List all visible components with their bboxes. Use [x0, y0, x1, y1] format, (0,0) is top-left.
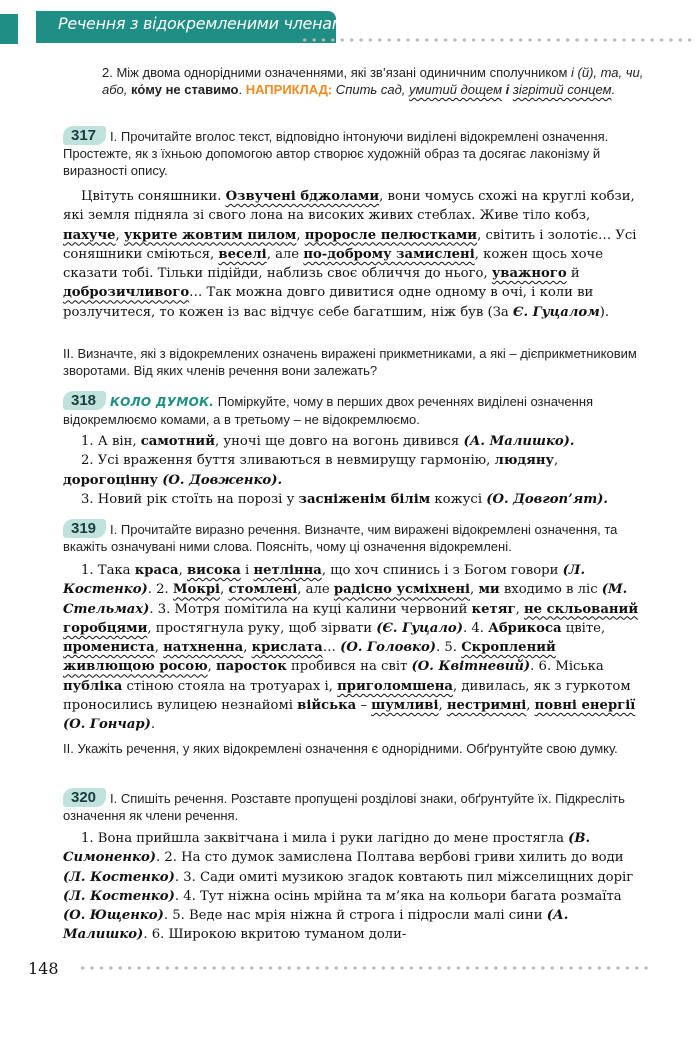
- highlighted-attribute: пахуче: [63, 227, 116, 243]
- text-fragment: . 5.: [436, 640, 462, 656]
- text-fragment: . 3. Сади омиті музикою згадок ковтають пил міжселищних доріг: [174, 869, 634, 885]
- highlighted-word: Абрикоса: [488, 620, 562, 636]
- text-fragment: ).: [599, 304, 610, 320]
- highlighted-attribute: самотний: [140, 434, 215, 449]
- exercise-task: I. Спишіть речення. Розставте пропущені розділові знаки, обґрунтуйте їх. Підкресліть означення як члени речення.: [63, 791, 625, 823]
- exercise-319: [63, 519, 645, 555]
- author: (О. Квітневий): [411, 659, 531, 675]
- highlighted-word: нестримні: [446, 698, 527, 714]
- text-fragment: . 5. Веде нас мрія ніжна й строга і підросли малі сини: [163, 908, 547, 924]
- highlighted-word: кетяг: [471, 601, 516, 617]
- exercise-number-badge: 318: [63, 391, 106, 410]
- text-fragment: . 6. Широкою вкритою туманом доли-: [143, 927, 407, 943]
- text-fragment: , але: [266, 246, 304, 262]
- exercise-task: I. Прочитайте вголос текст, відповідно інтонуючи виділені відокремлені означення. Простежте, як з їхньою допомогою автор створює художній образ та досягає лаконізму й виразності опису.: [63, 129, 609, 178]
- example-attribute-1: умитий дощем: [409, 82, 503, 97]
- text-fragment: . 4. Тут ніжна осінь мрійна та м’яка на кольори багата розмаїта: [174, 888, 622, 904]
- highlighted-word: краса: [134, 563, 179, 578]
- author: (А. Малишко): [63, 908, 569, 943]
- think-label: КОЛО ДУМОК.: [110, 395, 215, 409]
- example-conj: і: [502, 82, 513, 97]
- text-fragment: , дивилась, як з гуркотом проносились вулицею незнайомі: [63, 678, 631, 714]
- text-fragment: 1. Вона прийшла заквітчана і мила і руки лагідно до мене простягла: [81, 831, 569, 846]
- highlighted-word: промениста: [63, 640, 155, 656]
- exercise-319-task-2: [63, 740, 645, 757]
- author: (Є. Гуцало): [376, 620, 463, 636]
- rule-text: 2. Між двома однорідними означеннями, які зв’язані одиничним сполучником: [102, 65, 572, 80]
- text-fragment: стіною стояла на тротуарах і,: [122, 678, 338, 694]
- exercise-320: [63, 788, 645, 824]
- text-fragment: , що хоч спинись і з Богом говори: [321, 563, 563, 578]
- highlighted-word: нетлінна: [253, 563, 322, 578]
- text-fragment: цвіте,: [561, 620, 606, 636]
- rule-dot: .: [238, 82, 246, 97]
- example-label: НАПРИКЛАД:: [245, 82, 333, 97]
- exercise-320-sentences: [63, 829, 645, 945]
- text-fragment: 1. Така: [81, 563, 135, 578]
- text-fragment: ,: [515, 601, 524, 617]
- text-fragment: , але: [297, 582, 334, 598]
- exercise-number-badge: 319: [63, 519, 106, 538]
- text-fragment: Цвітуть соняшники.: [81, 189, 226, 204]
- footer-dotted-line: [78, 966, 648, 970]
- highlighted-word: Мокрі: [172, 582, 221, 598]
- exercise-317-task-2: [63, 345, 645, 379]
- text-fragment: ,: [207, 659, 217, 675]
- author: (О. Ющенко): [63, 908, 164, 924]
- highlighted-word: не скльований горобцями: [63, 601, 639, 636]
- text-fragment: 2. Усі враження буття зливаються в невмирущу гармонію,: [81, 453, 495, 469]
- exercise-number-badge: 317: [63, 126, 106, 145]
- highlighted-attribute: укрите жовтим пилом: [123, 227, 297, 243]
- highlighted-word: крислата: [251, 640, 323, 656]
- text-fragment: . 6. Міська: [530, 659, 604, 675]
- text-fragment: –: [356, 698, 372, 714]
- page-number: 148: [28, 959, 59, 978]
- highlighted-attribute: доброзичливого: [63, 285, 190, 301]
- example-text: Спить сад,: [332, 82, 409, 97]
- exercise-317-text: [63, 187, 645, 322]
- exercise-318: [63, 391, 645, 428]
- text-fragment: . 3. Мотря помітила на куці калини червоний: [149, 601, 472, 617]
- text-fragment: , уночі ще довго на вогонь дивився: [215, 434, 464, 449]
- highlighted-attribute: засніженім білім: [298, 491, 431, 507]
- exercise-number-badge: 320: [63, 788, 106, 807]
- author: (Л. Костенко): [63, 869, 175, 885]
- text-fragment: . 2.: [147, 582, 173, 598]
- text-fragment: ,: [115, 227, 124, 243]
- highlighted-word: повні енергії: [534, 698, 636, 714]
- highlighted-attribute: людяну: [494, 453, 554, 469]
- text-fragment: ,: [296, 227, 305, 243]
- highlighted-word: шумливі: [371, 698, 439, 714]
- text-fragment: . 2. На сто думок замислена Полтава вербові гриви хилить до води: [156, 850, 624, 866]
- text-fragment: 3. Новий рік стоїть на порозі у: [81, 491, 299, 507]
- text-fragment: ,: [220, 582, 229, 598]
- text-fragment: ,: [438, 698, 447, 714]
- text-fragment: ,: [554, 453, 559, 469]
- author: (М. Стельмах): [63, 582, 628, 617]
- exercise-task: II. Укажіть речення, у яких відокремлені означення є однорідними. Обґрунтуйте свою думку.: [63, 741, 618, 756]
- text-fragment: ,: [154, 640, 164, 656]
- highlighted-attribute: уважного: [491, 266, 567, 282]
- exercise-task: II. Визначте, які з відокремлених означень виражені прикметниками, а які – дієприкметниковим зворотами. Від яких членів речення вони залежать?: [63, 346, 637, 378]
- text-fragment: , вони чомусь схожі на круглі кобзи, які земля підняла зі свого лона на високих живих стеблах. Живе тіло кобз,: [63, 189, 635, 224]
- author: (Л. Костенко): [63, 563, 586, 598]
- header-accent-bar: [0, 14, 18, 44]
- text-fragment: і: [240, 563, 254, 578]
- text-fragment: , кожен щось хоче сказати тобі. Тільки підійди, наблизь своє обличчя до нього,: [63, 246, 604, 282]
- highlighted-word: паросток: [216, 659, 287, 675]
- highlighted-attribute: веселі: [218, 246, 267, 262]
- highlighted-word: висока: [187, 563, 241, 578]
- text-fragment: .: [150, 717, 156, 733]
- exercise-task: I. Прочитайте виразно речення. Визначте, чим виражені відокремлені означення, та вкажіть означувані ними слова. Поясніть, чому ці означення відокремлені.: [63, 522, 618, 554]
- text-fragment: ,: [178, 563, 187, 578]
- example-end: .: [611, 82, 616, 97]
- text-fragment: , світить і золотіє… Усі соняшники сміються,: [63, 227, 637, 262]
- text-fragment: , простягнула руку, щоб зірвати: [147, 620, 377, 636]
- highlighted-word: публіка: [63, 678, 123, 694]
- author: (Л. Костенко): [63, 888, 175, 904]
- header-dotted-line: [300, 38, 695, 42]
- text-fragment: входимо в ліс: [499, 582, 602, 598]
- highlighted-attribute: по-доброму замислені: [303, 246, 475, 262]
- example-attribute-2: зігрітий сонцем: [512, 82, 612, 97]
- highlighted-word: стомлені: [228, 582, 298, 598]
- author: (О. Головко): [340, 640, 437, 656]
- rule-conjunctions: і (й), та, чи, або,: [102, 65, 644, 97]
- text-fragment: кожусі: [430, 491, 487, 507]
- exercise-task: Поміркуйте, чому в перших двох реченнях виділені означення відокремлюємо комами, а в третьому – не відокремлюємо.: [63, 394, 594, 427]
- exercise-319-sentences: [63, 561, 645, 735]
- highlighted-attribute: Озвучені бджолами: [225, 189, 380, 204]
- author: (О. Довженко).: [162, 472, 283, 488]
- highlighted-word: радісно усміхнені: [333, 582, 471, 598]
- text-fragment: ,: [526, 698, 535, 714]
- author: (В. Симоненко): [63, 831, 591, 866]
- text-fragment: ,: [243, 640, 252, 656]
- text-fragment: … Так можна довго дивитися одне одному в очі, і коли ви розлучитеся, то кожен із вас відчує себе багатшим, ніж був (За: [63, 285, 594, 320]
- highlighted-word: натхненна: [163, 640, 244, 656]
- text-fragment: . 4.: [462, 620, 489, 636]
- text-fragment: 1. А він,: [81, 434, 141, 449]
- highlighted-word: ми: [478, 582, 500, 598]
- page-header-title: Речення з відокремленими членами: [58, 14, 354, 33]
- rule-emphasis: ко́му не ставимо: [131, 82, 239, 97]
- exercise-317: [63, 126, 645, 179]
- text-fragment: ,: [470, 582, 479, 598]
- highlighted-word: Скроплений живлющою росою: [63, 640, 556, 675]
- author: (О. Довгоп’ят).: [486, 491, 608, 507]
- text-fragment: …: [322, 640, 341, 656]
- highlighted-word: приголомшена: [337, 678, 453, 694]
- highlighted-attribute: проросле пелюстками: [304, 227, 478, 243]
- highlighted-word: війська: [297, 698, 357, 714]
- author: (О. Гончар): [63, 717, 151, 733]
- text-fragment: пробився на світ: [286, 659, 412, 675]
- rule-2: [102, 64, 647, 98]
- author: Є. Гуцалом: [512, 304, 600, 320]
- exercise-318-sentences: [63, 432, 645, 509]
- highlighted-attribute: дорогоцінну: [63, 472, 158, 488]
- text-fragment: й: [566, 266, 580, 282]
- author: (А. Малишко).: [463, 434, 575, 449]
